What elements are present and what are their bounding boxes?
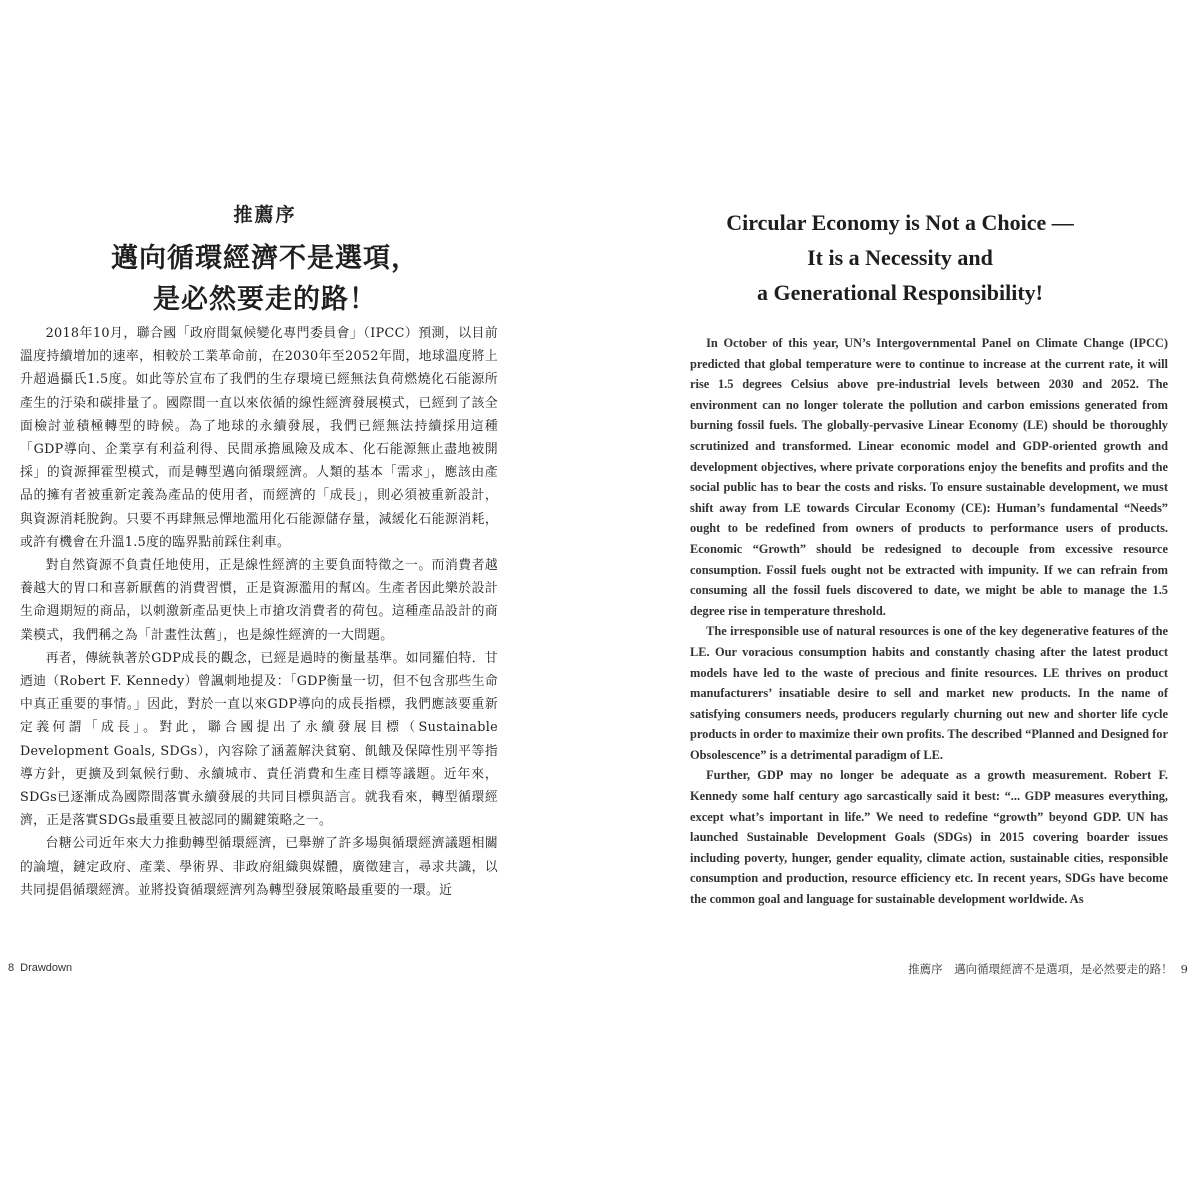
english-title-line-3: a Generational Responsibility! bbox=[756, 280, 1043, 305]
chapter-title-line-1: 邁向循環經濟不是選項， bbox=[111, 243, 419, 274]
paragraph: 台糖公司近年來大力推動轉型循環經濟，已舉辦了許多場與循環經濟議題相關的論壇，鏈定政府、產業、學術界、非政府組織與媒體，廣徵建言，尋求共識，以共同提倡循環經濟。並將投資循環經濟列為轉型發展策略最重要的一環。近 bbox=[20, 836, 498, 898]
english-title-line-2: It is a Necessity and bbox=[807, 245, 993, 270]
paragraph: In October of this year, UN’s Intergovernmental Panel on Climate Change (IPCC) predicted that global temperature were to continue to increase at the current rate, it will rise 1.5 degrees Celsius above pre-industrial levels between 2030 and 2052. The environment can no longer tolerate the pollution and carbon emissions generated from burning fossil fuels. The globally-pervasive Linear Economy (LE) should be thoroughly scrutinized and transformed. Linear economic model and GDP-oriented growth and development objectives, where private corporations enjoy the benefits and profits and the social public has to bear the costs and risks. To ensure sustainable development, we must shift away from LE towards Circular Economy (CE): Human’s fundamental “Needs” ought to be redefined from owners of products to performance users of products. Economic “Growth” should be redesigned to decouple from excessive resource consumption. Fossil fuels ought not be extracted with impunity. If we can refrain from consuming all the fossil fuels discovered to date, we might be able to manage the 1.5 degree rise in temperature threshold. bbox=[690, 336, 1168, 618]
right-page-number: 9 bbox=[1180, 962, 1188, 976]
right-page-footer bbox=[908, 961, 1188, 977]
chapter-title-chinese bbox=[0, 238, 530, 320]
english-body-text bbox=[690, 333, 1168, 910]
paragraph: Further, GDP may no longer be adequate as a growth measurement. Robert F. Kennedy some half century ago sarcastically said it best: “... GDP measures everything, except what’s important in life.” We need to redefine “growth” beyond GDP. UN has launched Sustainable Development Goals (SDGs) in 2015 covering boarder issues including poverty, hunger, gender equality, climate action, sustainable cities, responsible consumption and production, resource efficiency etc. In recent years, SDGs have become the common goal and language for sustainable development worldwide. As bbox=[690, 768, 1168, 907]
chinese-body-text bbox=[20, 322, 498, 902]
chapter-title-line-2: 是必然要走的路！ bbox=[153, 284, 377, 315]
left-page-footer bbox=[8, 962, 72, 974]
paragraph: 對自然資源不負責任地使用，正是線性經濟的主要負面特徵之一。而消費者越養越大的胃口和喜新厭舊的消費習慣，正是資源濫用的幫凶。生產者因此樂於設計生命週期短的商品，以刺激新產品更快上市搶攻消費者的荷包。這種產品設計的商業模式，我們稱之為「計畫性汰舊」，也是線性經濟的一大問題。 bbox=[20, 558, 498, 643]
chapter-running-head: 推薦序 邁向循環經濟不是選項，是必然要走的路！ bbox=[908, 962, 1173, 976]
chapter-title-english bbox=[650, 205, 1150, 310]
left-page-number: 8 bbox=[8, 962, 15, 974]
paragraph: 2018年10月，聯合國「政府間氣候變化專門委員會」（IPCC）預測，以目前溫度持續增加的速率，相較於工業革命前，在2030年至2052年間，地球溫度將上升超過攝氏1.5度。如此等於宣布了我們的生存環境已經無法負荷燃燒化石能源所產生的汙染和碳排量了。國際間一直以來依循的線性經濟發展模式，已經到了該全面檢討並積極轉型的時候。為了地球的永續發展，我們已經無法持續採用這種「GDP導向、企業享有利益利得、民間承擔風險及成本、化石能源無止盡地被開採」的資源揮霍型模式，而是轉型邁向循環經濟。人類的基本「需求」，應該由產品的擁有者被重新定義為產品的使用者，而經濟的「成長」，則必須被重新設計，與資源消耗脫鉤。只要不再肆無忌憚地濫用化石能源儲存量，減緩化石能源消耗，或許有機會在升溫1.5度的臨界點前踩住剎車。 bbox=[20, 326, 498, 550]
paragraph: The irresponsible use of natural resources is one of the key degenerative features of the LE. Our voracious consumption habits and constantly chasing after the latest product models have led to the waste of precious and finite resources. LE thrives on product manufacturers’ insatiable desire to sell and market new products. In the name of satisfying consumers needs, producers regularly churning out new and shorter life cycle products in order to maximize their own profits. The described “Planned and Designed for Obsolescence” is a detrimental paradigm of LE. bbox=[690, 624, 1168, 762]
paragraph: 再者，傳統執著於GDP成長的觀念，已經是過時的衡量基準。如同羅伯特．甘迺迪（Robert F. Kennedy）曾諷刺地提及：「GDP衡量一切，但不包含那些生命中真正重要的事情。」因此，對於一直以來GDP導向的成長指標，我們應該要重新定義何謂「成長」。對此，聯合國提出了永續發展目標（Sustainable Development Goals, SDGs），內容除了涵蓋解決貧窮、飢餓及保障性別平等指導方針，更擴及到氣候行動、永續城市、責任消費和生產目標等議題。近年來，SDGs已逐漸成為國際間落實永續發展的共同目標與語言。就我看來，轉型循環經濟，正是落實SDGs最重要且被認同的關鍵策略之一。 bbox=[20, 650, 498, 829]
chapter-kicker: 推薦序 bbox=[233, 204, 297, 226]
english-title-line-1: Circular Economy is Not a Choice — bbox=[726, 210, 1074, 235]
book-title-running-head: Drawdown bbox=[20, 962, 73, 974]
